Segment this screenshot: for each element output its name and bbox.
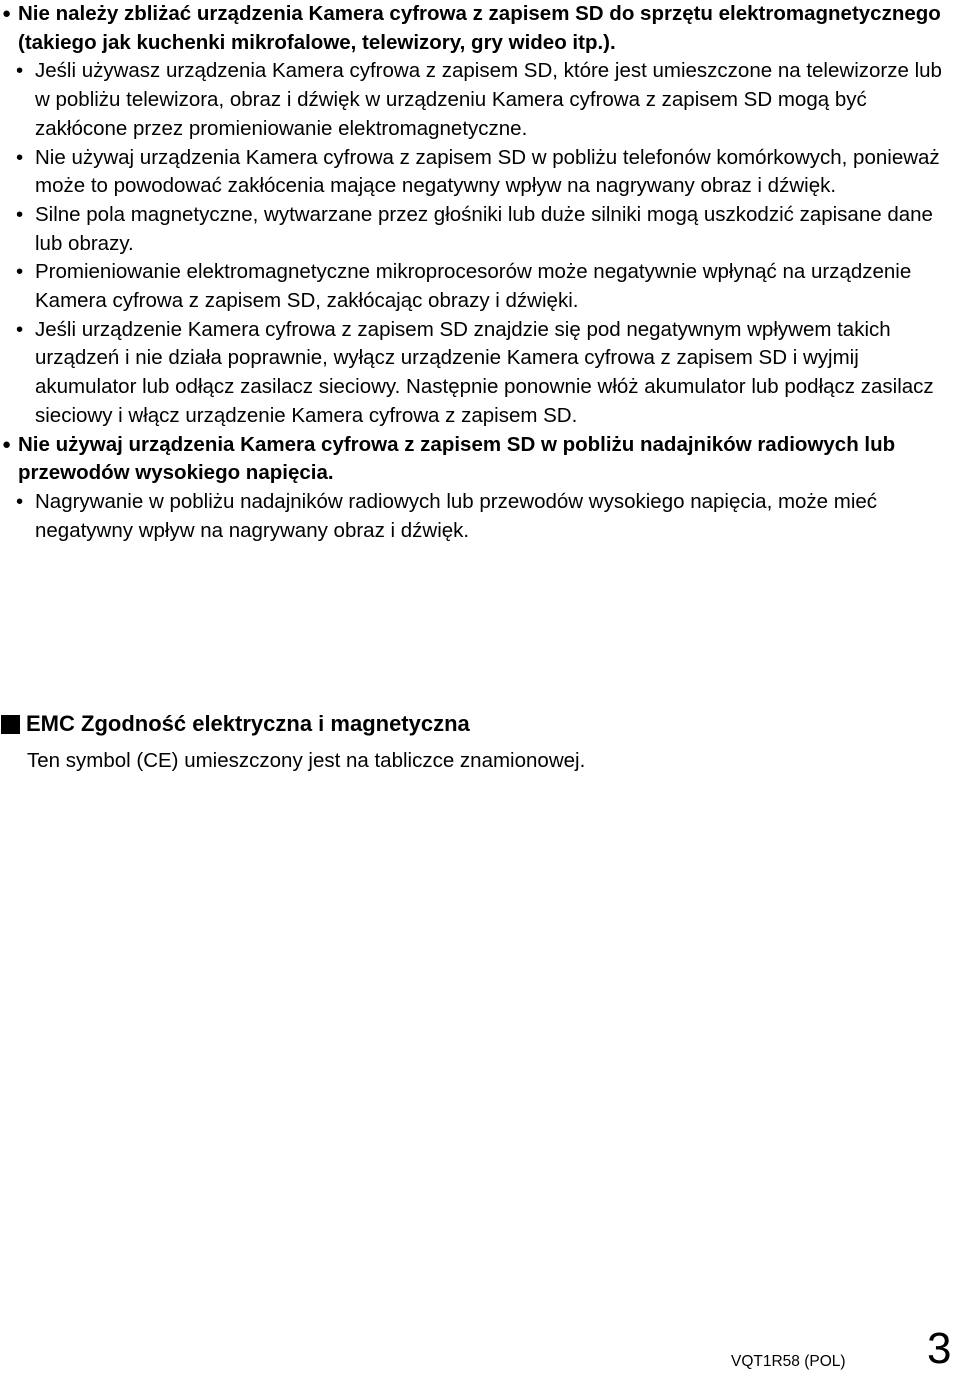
section-title-text: EMC Zgodność elektryczna i magnetyczna <box>26 711 470 736</box>
document-content <box>0 0 960 545</box>
sub-bullet-icon: • <box>16 145 24 169</box>
bullet-icon: ● <box>2 435 12 453</box>
sub-bullet-icon: • <box>16 317 24 341</box>
sub-bullet-item <box>0 144 960 201</box>
sub-bullet-text: Silne pola magnetyczne, wytwarzane przez głośniki lub duże silniki mogą uszkodzić zapisane dane lub obrazy. <box>35 202 933 255</box>
sub-bullet-text: Nagrywanie w pobliżu nadajników radiowych lub przewodów wysokiego napięcia, może mieć negatywny wpływ na nagrywany obraz i dźwięk. <box>35 489 878 542</box>
sub-bullet-text: Jeśli używasz urządzenia Kamera cyfrowa z zapisem SD, które jest umieszczone na telewizorze lub w pobliżu telewizora, obraz i dźwięk w urządzeniu Kamera cyfrowa z zapisem SD mogą być zakłócone przez promieniowanie elektromagnetyczne. <box>35 59 942 140</box>
section-body-text: Ten symbol (CE) umieszczony jest na tabliczce znamionowej. <box>27 749 586 772</box>
main-bullet-item <box>0 431 960 488</box>
sub-bullet-text: Promieniowanie elektromagnetyczne mikroprocesorów może negatywnie wpłynąć na urządzenie Kamera cyfrowa z zapisem SD, zakłócając obrazy i dźwięki. <box>35 260 912 313</box>
sub-bullet-icon: • <box>16 489 24 513</box>
section-heading <box>1 709 470 739</box>
sub-bullet-icon: • <box>16 202 24 226</box>
sub-bullet-item <box>0 488 960 545</box>
sub-bullet-icon: • <box>16 260 24 284</box>
black-square-icon <box>1 715 20 734</box>
bullet-icon: ● <box>2 5 12 22</box>
sub-bullet-item <box>0 316 960 431</box>
sub-bullet-text: Jeśli urządzenie Kamera cyfrowa z zapisem SD znajdzie się pod negatywnym wpływem takich urządzeń i nie działa poprawnie, wyłącz urządzenie Kamera cyfrowa z zapisem SD i wyjmij akumulator lub odłącz zasilacz sieciowy. Następnie ponownie włóż akumulator lub podłącz zasilacz sieciowy i włącz urządzenie Kamera cyfrowa z zapisem SD. <box>35 317 934 427</box>
sub-bullet-item <box>0 57 960 143</box>
sub-bullet-text: Nie używaj urządzenia Kamera cyfrowa z zapisem SD w pobliżu telefonów komórkowych, ponieważ może to powodować zakłócenia mające negatywny wpływ na nagrywany obraz i dźwięk. <box>35 145 940 198</box>
main-bullet-item <box>0 0 960 57</box>
sub-bullet-item <box>0 258 960 315</box>
main-bullet-text: Nie używaj urządzenia Kamera cyfrowa z zapisem SD w pobliżu nadajników radiowych lub przewodów wysokiego napięcia. <box>18 432 896 485</box>
page-number: 3 <box>927 1324 952 1373</box>
document-code: VQT1R58 (POL) <box>731 1353 846 1370</box>
sub-bullet-item <box>0 201 960 258</box>
main-bullet-text: Nie należy zbliżać urządzenia Kamera cyfrowa z zapisem SD do sprzętu elektromagnetycznego (takiego jak kuchenki mikrofalowe, telewizory, gry wideo itp.). <box>18 2 941 54</box>
sub-bullet-icon: • <box>16 59 24 83</box>
